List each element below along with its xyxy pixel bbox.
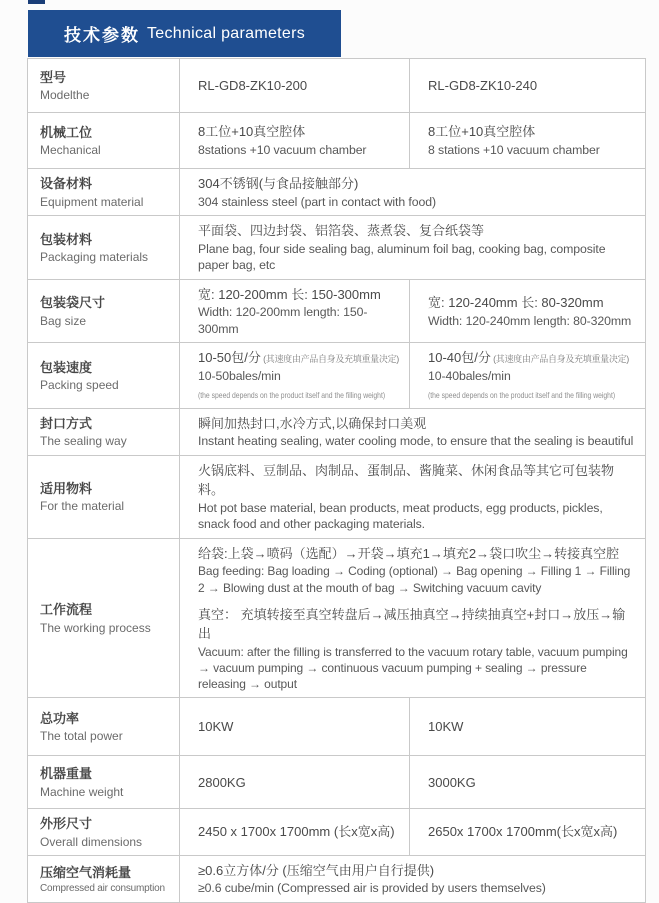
technical-parameters-banner [28,10,341,57]
banner-title-en: Technical parameters [146,24,306,42]
row-label-en: Overall dimensions [40,834,143,849]
row-label-en: Equipment material [40,194,144,209]
table-row-packaging-materials [28,216,646,280]
cell-text-small-note: (其速度由产品自身及充填重量决定) [490,354,629,365]
row-label-en: The working process [40,620,151,635]
cell-text-line: 304 stainless steel (part in contact with food) [198,194,436,209]
row-label-en: Compressed air consumption [40,883,165,895]
page-corner-mark [28,0,45,4]
cell-equipment-material [180,169,646,216]
row-label-en: Packaging materials [40,250,149,265]
cell-overall-dimensions-col2 [410,809,646,856]
row-label-en: For the material [40,499,125,514]
table-row-model [28,59,646,113]
cell-total-power-col1 [180,698,410,756]
row-label-zh: 外形尺寸 [40,816,93,832]
row-label-for-material [28,455,180,538]
cell-text-line: Vacuum: after the filling is transferred to the vacuum rotary table, vacuum pumping → vacuum pumping → continuous vacuum pumping + sealing → pressure releasing → output [198,644,628,692]
row-label-zh: 总功率 [40,710,80,726]
cell-text-line: 真空： 充填转接至真空转盘后→减压抽真空→持续抽真空+封口→放压→输出 [198,606,626,642]
row-label-en: Machine weight [40,784,124,799]
table-row-packing-speed [28,343,646,408]
row-label-bag-size [28,279,180,343]
cell-text-line: 宽: 120-200mm 长: 150-300mm [198,286,381,302]
cell-text-line: 2650x 1700x 1700mm(长x宽x高) [428,824,618,840]
cell-machine-weight-col1 [180,756,410,809]
cell-packaging-materials [180,216,646,280]
cell-text-line: 宽: 120-240mm 长: 80-320mm [428,295,604,311]
cell-text-line: Instant heating sealing, water cooling mode, to ensure that the sealing is beautiful [198,434,634,449]
cell-text-line: 2800KG [198,774,246,790]
cell-text-line: (the speed depends on the product itself and the filling weight) [198,389,386,400]
cell-text-line: 火锅底料、豆制品、肉制品、蛋制品、酱腌菜、休闲食品等其它可包装物料。 [198,462,615,498]
cell-packing-speed-col1 [180,343,410,408]
cell-text-line: 10KW [198,719,234,735]
cell-text-line: Hot pot base material, bean products, meat products, egg products, pickles, snack food and other packaging materials. [198,500,603,532]
cell-machine-weight-col2 [410,756,646,809]
cell-text-line: 平面袋、四边封袋、铝箔袋、蒸煮袋、复合纸袋等 [198,223,485,239]
row-label-zh: 工作流程 [40,602,93,618]
cell-text-small-note: (其速度由产品自身及充填重量决定) [260,354,399,365]
table-row-equipment-material [28,169,646,216]
cell-text-line: Plane bag, four side sealing bag, aluminum foil bag, cooking bag, composite paper bag, etc [198,241,606,273]
cell-text-line: 304不锈钢(与食品接触部分) [198,176,359,191]
row-label-en: The sealing way [40,434,127,449]
cell-text-line: 10-50包/分 (其速度由产品自身及充填重量决定) [198,350,399,366]
technical-parameters-table [27,58,646,903]
row-label-sealing-way [28,408,180,455]
table-row-sealing-way [28,408,646,455]
row-label-zh: 机器重量 [40,766,93,782]
row-label-zh: 包装材料 [40,231,93,247]
cell-text-line: 10KW [428,719,464,735]
cell-for-material [180,455,646,538]
row-label-zh: 压缩空气消耗量 [40,864,132,880]
row-label-working-process [28,538,180,697]
cell-text-line: RL-GD8-ZK10-240 [428,77,538,93]
row-label-zh: 机械工位 [40,124,93,140]
row-label-zh: 型号 [40,69,67,85]
row-label-compressed-air [28,855,180,902]
row-label-zh: 包装袋尺寸 [40,295,106,311]
row-label-en: Packing speed [40,378,119,393]
row-label-total-power [28,698,180,756]
cell-text-line: 给袋:上袋→喷码（选配）→开袋→填充1→填充2→袋口吹尘→转接真空腔 [198,545,620,561]
cell-text-line: 10-40包/分 (其速度由产品自身及充填重量决定) [428,350,629,366]
table-row-for-material [28,455,646,538]
row-label-zh: 包装速度 [40,359,93,375]
row-label-en: The total power [40,729,123,744]
cell-text-line: Bag feeding: Bag loading → Coding (optional) → Bag opening → Filling 1 → Filling 2 → Blowing dust at the mouth of bag → Switching vacuum cavity [198,564,631,595]
cell-packing-speed-col2 [410,343,646,408]
banner-title-zh: 技术参数 [63,26,140,45]
table-row-working-process [28,538,646,697]
cell-text-line: RL-GD8-ZK10-200 [198,77,308,93]
table-row-total-power [28,698,646,756]
cell-working-process [180,538,646,697]
cell-model-col2 [410,59,646,113]
cell-text-line: 2450 x 1700x 1700mm (长x宽x高) [198,824,395,840]
row-label-equipment-material [28,169,180,216]
table-row-compressed-air [28,855,646,902]
cell-total-power-col2 [410,698,646,756]
cell-text-line: ≥0.6立方体/分 (压缩空气由用户自行提供) [198,862,435,878]
row-label-zh: 适用物料 [40,480,93,496]
cell-sealing-way [180,408,646,455]
row-label-machine-weight [28,756,180,809]
cell-text-line: 10-50bales/min [198,368,281,383]
cell-text-line: ≥0.6 cube/min (Compressed air is provided by users themselves) [198,881,546,896]
cell-text-line: 3000KG [428,774,476,790]
cell-mechanical-col1 [180,113,410,169]
cell-text-line: 8工位+10真空腔体 [198,124,306,140]
row-label-model [28,59,180,113]
cell-bag-size-col2 [410,279,646,343]
cell-model-col1 [180,59,410,113]
row-label-zh: 封口方式 [40,415,93,431]
row-label-packing-speed [28,343,180,408]
cell-bag-size-col1 [180,279,410,343]
row-label-en: Bag size [40,313,87,328]
table-row-bag-size [28,279,646,343]
row-label-packaging-materials [28,216,180,280]
table-row-machine-weight [28,756,646,809]
cell-text-line: 10-40bales/min [428,368,511,383]
table-row-mechanical [28,113,646,169]
cell-text-line: (the speed depends on the product itself and the filling weight) [428,389,616,400]
cell-text-line: 瞬间加热封口,水冷方式,以确保封口美观 [198,415,427,431]
cell-text-line: 8stations +10 vacuum chamber [198,142,367,157]
cell-text-line: 8 stations +10 vacuum chamber [428,142,600,157]
cell-text-line: Width: 120-240mm length: 80-320mm [428,313,632,328]
row-label-overall-dimensions [28,809,180,856]
cell-compressed-air [180,855,646,902]
row-label-en: Modelthe [40,88,90,103]
cell-mechanical-col2 [410,113,646,169]
cell-text-line: 8工位+10真空腔体 [428,124,536,140]
row-label-mechanical [28,113,180,169]
row-label-zh: 设备材料 [40,176,93,192]
spec-table-body [28,59,646,903]
cell-text-line: Width: 120-200mm length: 150-300mm [198,305,368,336]
table-row-overall-dimensions [28,809,646,856]
row-label-en: Mechanical [40,143,101,158]
cell-overall-dimensions-col1 [180,809,410,856]
